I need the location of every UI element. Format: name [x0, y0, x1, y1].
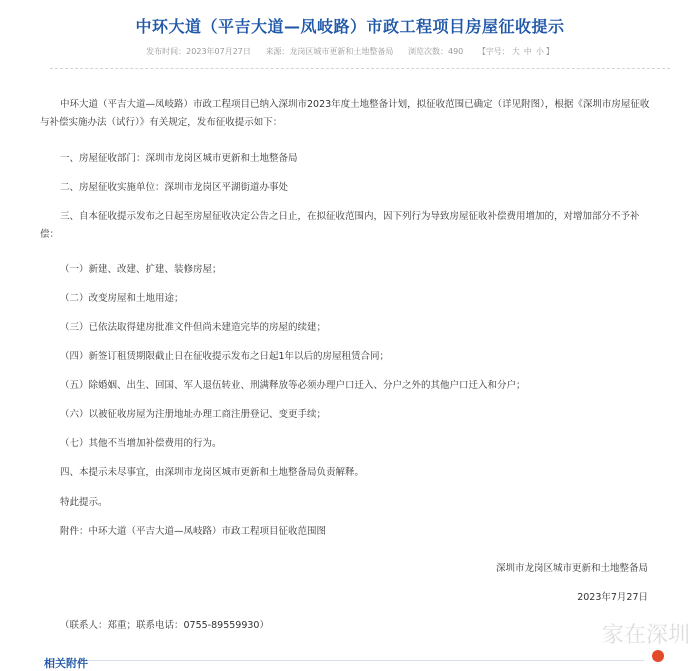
font-size-label: 【字号：: [477, 47, 510, 56]
list-item: （二）改变房屋和土地用途；: [60, 293, 184, 304]
special-notice: 特此提示。: [60, 497, 108, 508]
paragraph-restrictions: 三、自本征收提示发布之日起至房屋征收决定公告之日止，在拟征收范围内，因下列行为导致房屋征收补偿费用增加的，对增加部分不予补偿：: [40, 211, 640, 240]
published-label: 发布时间：: [146, 47, 187, 56]
published-date: 2023年07月27日: [186, 47, 251, 56]
signature-org: 深圳市龙岗区城市更新和土地整备局: [495, 563, 648, 574]
source-info: [265, 47, 393, 56]
watermark-text: 家在深圳: [602, 623, 691, 648]
contact-info: （联系人：郑重；联系电话：0755-89559930）: [60, 620, 269, 631]
list-item: （五）除婚姻、出生、回国、军人退伍转业、刑满释放等必须办理户口迁入、分户之外的其他户口迁入和分户；: [60, 380, 526, 391]
paragraph-explanation: 四、本提示未尽事宜，由深圳市龙岗区城市更新和土地整备局负责解释。: [60, 467, 365, 478]
font-size-controls: [478, 47, 554, 56]
related-attachment-link[interactable]: 相关附件: [44, 657, 88, 670]
published-info: [146, 47, 251, 56]
source-value: 龙岗区城市更新和土地整备局: [289, 47, 394, 56]
list-item: （六）以被征收房屋为注册地址办理工商注册登记、变更手续；: [60, 409, 327, 420]
views-count: 490: [447, 47, 464, 56]
signature-date: 2023年7月27日: [577, 592, 648, 603]
paragraph-implementer: 二、房屋征收实施单位：深圳市龙岗区平湖街道办事处: [60, 182, 289, 193]
article-title: 中环大道（平吉大道—凤岐路）市政工程项目房屋征收提示: [135, 17, 565, 36]
views-info: [408, 47, 463, 56]
title-divider: [50, 68, 670, 69]
intro-paragraph: 中环大道（平吉大道—凤岐路）市政工程项目已纳入深圳市2023年度土地整备计划，拟征收范围已确定（详见附图），根据《深圳市房屋征收与补偿实施办法（试行）》有关规定，发布征收提示如下：: [40, 99, 650, 128]
list-item: （四）新签订租赁期限截止日在征收提示发布之日起1年以后的房屋租赁合同；: [60, 351, 390, 362]
article-meta: [0, 46, 700, 57]
font-size-medium-button[interactable]: 中: [523, 47, 532, 56]
watermark-logo-icon: [652, 650, 664, 662]
list-item: （七）其他不当增加补偿费用的行为。: [60, 438, 222, 449]
font-size-large-button[interactable]: 大: [511, 47, 520, 56]
attachment-note: 附件：中环大道（平吉大道—凤岐路）市政工程项目征收范围图: [60, 526, 327, 537]
font-size-end: 】: [545, 47, 554, 56]
site-watermark: [598, 618, 698, 664]
list-item: （一）新建、改建、扩建、装修房屋；: [60, 264, 222, 275]
paragraph-department: 一、房屋征收部门：深圳市龙岗区城市更新和土地整备局: [60, 153, 298, 164]
list-item: （三）已依法取得建房批准文件但尚未建造完毕的房屋的续建；: [60, 322, 327, 333]
views-label: 浏览次数：: [407, 47, 448, 56]
font-size-small-button[interactable]: 小: [535, 47, 544, 56]
source-label: 来源：: [265, 47, 290, 56]
related-divider: [44, 660, 644, 661]
